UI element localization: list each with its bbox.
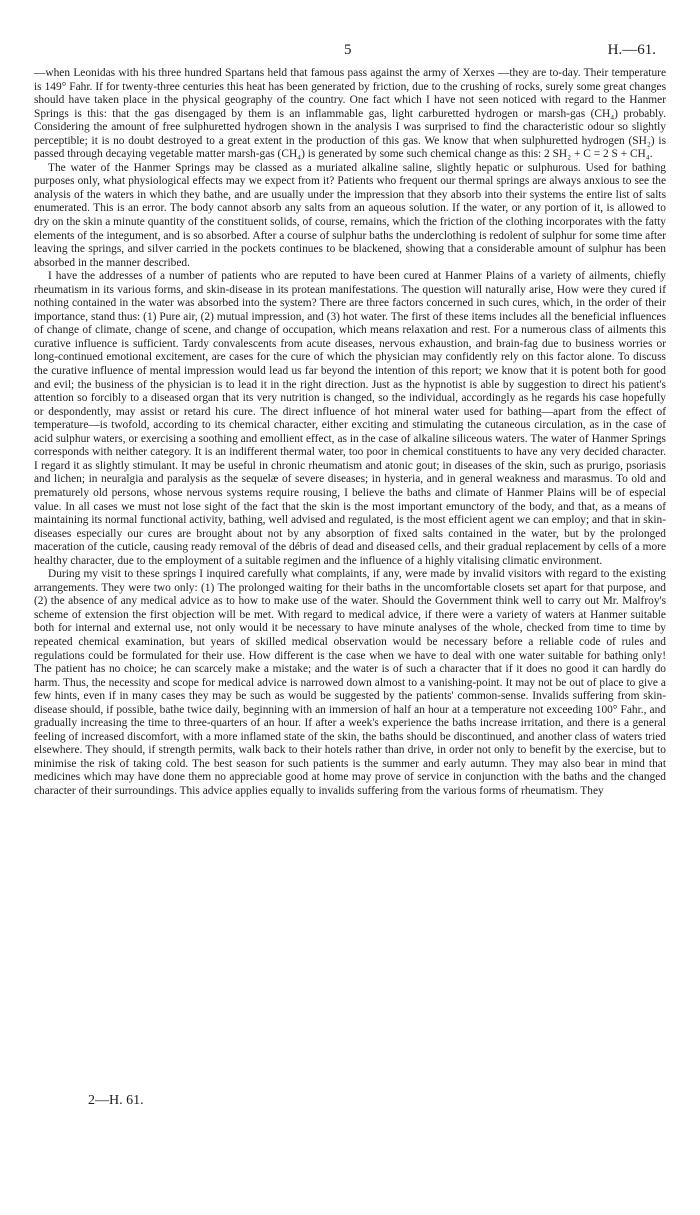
page-number: 5 xyxy=(344,42,352,58)
paragraph: —when Leonidas with his three hundred Spartans held that famous pass against the army of Xerxes —they are to-day. Their temperature is 149° Fahr. If for twenty-three centuries this heat has been generated by friction, due to the crushing of rocks, surely some great changes should have taken place in the physical geography of the country. One fact which I have not seen noticed with regard to the Hanmer Springs is this: that the gas disengaged by them is an inflammable gas, light carburetted hydrogen or marsh-gas (CH₄) probably. Considering the amount of free sulphuretted hydrogen shown in the analysis I was surprised to find the characteristic odour so slightly perceptible; it is no doubt destroyed to a great extent in the production of this gas. We know that when sulphuretted hydrogen (SH₂) is passed through decaying vegetable matter marsh-gas (CH₄) is generated by some such chemical change as this: 2 SH₂ + C = 2 S + CH₄. xyxy=(34,67,666,161)
page-header xyxy=(0,42,700,62)
document-reference: H.—61. xyxy=(607,42,656,58)
paragraph: During my visit to these springs I inquired carefully what complaints, if any, were made by invalid visitors with regard to the existing arrangements. They were two only: (1) The prolonged waiting for their baths in the uncomfortable closets set apart for that purpose, and (2) the absence of any medical advice as to how to make use of the water. Should the Government think well to carry out Mr. Malfroy's scheme of extension the first objection will be met. With regard to medical advice, if there were a variety of waters at Hanmer suitable both for internal and external use, not only would it be necessary to have minute analyses of the whole, checked from time to time by repeated chemical examination, but years of skilled medical observation would be necessary before a reliable code of rules and regulations could be formulated for their use. How different is the case when we have to deal with one water suitable for bathing only! The patient has no choice; he can scarcely make a mistake; and the water is of such a character that if it does no good it can hardly do harm. Thus, the necessity and scope for medical advice is narrowed down almost to a vanishing-point. It may not be out of place to give a few hints, even if in many cases they may be such as would be suggested by the patients' common-sense. Invalids suffering from skin-disease should, if possible, bathe twice daily, beginning with an immersion of half an hour at a temperature not exceeding 100° Fahr., and gradually increasing the time to three-quarters of an hour. If after a week's experience the baths increase irritation, and there is a general feeling of increased discomfort, with a more inflamed state of the skin, the baths should be discontinued, and another class of waters tried elsewhere. They should, if strength permits, walk back to their hotels rather than drive, in order not only to benefit by the exercise, but to minimise the risk of taking cold. The best season for such patients is the summer and early autumn. They may also bear in mind that medicines which may have done them no appreciable good at home may prove of service in conjunction with the baths and the changed character of their surroundings. This advice applies equally to invalids suffering from the various forms of rheumatism. They xyxy=(34,568,666,797)
paragraph: I have the addresses of a number of patients who are reputed to have been cured at Hanmer Plains of a variety of ailments, chiefly rheumatism in its various forms, and skin-disease in its protean manifestations. The question will naturally arise, How were they cured if nothing contained in the water was absorbed into the system? There are three factors concerned in such cures, which, in the order of their importance, stand thus: (1) Pure air, (2) mutual impression, and (3) hot water. The first of these items includes all the beneficial influences of change of climate, change of scene, and change of occupation, which means relaxation and rest. For a numerous class of ailments this curative influence is sufficient. Tardy convalescents from acute diseases, nervous exhaustion, and brain-fag due to business worries or long-continued emotional excitement, are cases for the cure of which the physician may confidently rely on this factor alone. To discuss the curative influence of mental impression would lead us far beyond the intention of this report; we know that it is potent both for good and evil; the business of the physician is to lead it in the right direction. Just as the hypnotist is able by suggestion to direct his patient's attention so forcibly to a diseased organ that its very nutrition is changed, so the individual, accordingly as he regards his case hopefully or despondently, may assist or retard his cure. The direct influence of hot mineral water used for bathing—apart from the effect of temperature—is twofold, according to its chemical character, either exciting and stimulating the cutaneous circulation, as in the case of acid sulphur waters, or exercising a soothing and emollient effect, as in the case of alkaline siliceous waters. The water of Hanmer Springs corresponds with neither category. It is an indifferent thermal water, too poor in chemical constituents to have any very decided character. I regard it as slightly stimulant. It may be useful in chronic rheumatism and atonic gout; in diseases of the skin, such as prurigo, psoriasis and lichen; in neuralgia and paralysis as the sequelæ of severe diseases; in hysteria, and in general weakness and marasmus. To old and prematurely old persons, whose nervous systems require rousing, I believe the baths and climate of Hanmer Plains will be of especial value. In all cases we must not lose sight of the fact that the skin is the most important emunctory of the body, and that, as a means of maintaining its normal functional activity, bathing, well advised and regulated, is the most efficient agent we can employ; and that in skin-diseases especially our cures are brought about not by any absorption of fixed salts contained in the water, but by the prolonged maceration of the cuticle, causing ready removal of the débris of dead and diseased cells, and their gradual replacement by cells of a more healthy character, due to the employment of a suitable regimen and the influence of a highly vitalising climatic environment. xyxy=(34,270,666,567)
body-text xyxy=(34,67,666,799)
signature-mark: 2—H. 61. xyxy=(88,1093,144,1108)
paragraph: The water of the Hanmer Springs may be classed as a muriated alkaline saline, slightly hepatic or sulphurous. Used for bathing purposes only, what physiological effects may we expect from it? Patients who frequent our thermal springs are always anxious to see the analysis of the waters in which they bathe, and are usually under the impression that they absorb into their systems the entire list of salts enumerated. This is an error. The body cannot absorb any salts from an aqueous solution. If the water, or any portion of it, is allowed to dry on the skin a minute quantity of the constituent solids, of course, remains, which the friction of the clothing incorporates with the fatty elements of the integument, and is so absorbed. After a course of sulphur baths the underclothing is redolent of sulphur for some time after leaving the springs, and silver carried in the pockets continues to be blackened, showing that a considerable amount of sulphur has been absorbed in the manner described. xyxy=(34,161,666,269)
